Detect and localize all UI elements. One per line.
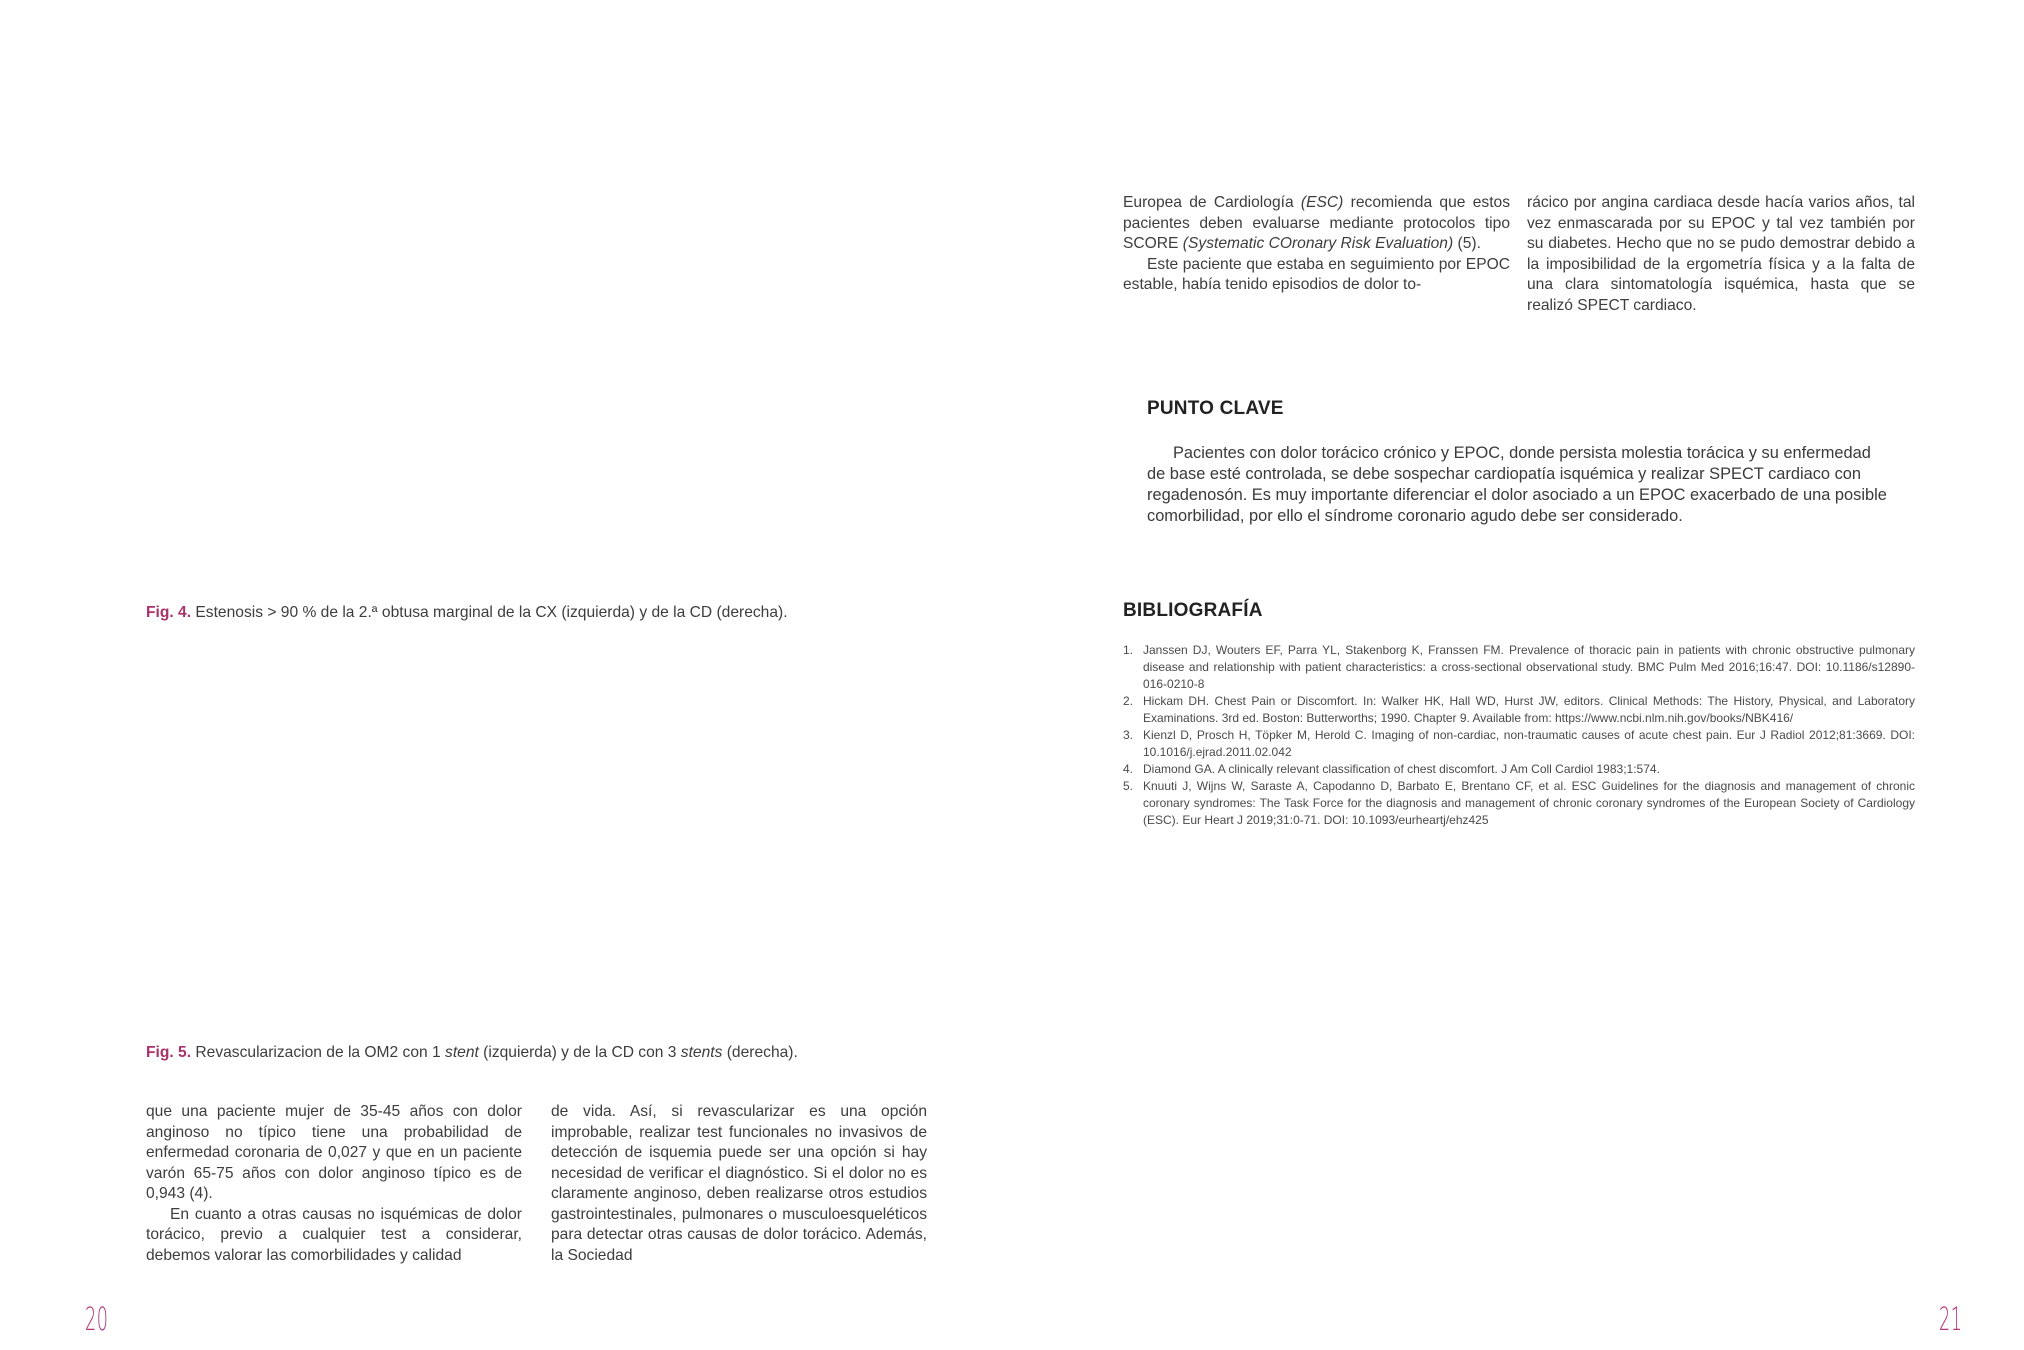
- bibliography-item: [1123, 778, 1915, 829]
- left-col2-paragraph-1: de vida. Así, si revascularizar es una opción improbable, realizar test funcionales no invasivos de detección de isquemia puede ser una opción si hay necesidad de verificar el diagnóstico. Si el dolor no es claramente anginoso, deben realizarse otros estudios gastrointestinales, pulmonares o musculoesqueléticos para detectar otras causas de dolor torácico. Además, la Sociedad: [551, 1103, 927, 1264]
- bibliography-item-text: Janssen DJ, Wouters EF, Parra YL, Stakenborg K, Franssen FM. Prevalence of thoracic pain in patients with chronic obstructive pulmonary disease and relationship with patient characteristics: a cross-sectional observational study. BMC Pulm Med 2016;16:47. DOI: 10.1186/s12890-016-0210-8: [1143, 643, 1915, 691]
- bibliography-item: [1123, 761, 1915, 778]
- fig5-label: Fig. 5.: [146, 1044, 192, 1061]
- fig5-caption-italic-a: stent: [445, 1044, 479, 1061]
- bibliography-item-text: Kienzl D, Prosch H, Töpker M, Herold C. Imaging of non-cardiac, non-traumatic causes of acute chest pain. Eur J Radiol 2012;81:3669. DOI: 10.1016/j.ejrad.2011.02.042: [1143, 728, 1915, 759]
- bibliography-item-text: Hickam DH. Chest Pain or Discomfort. In: Walker HK, Hall WD, Hurst JW, editors. Clinical Methods: The History, Physical, and Laboratory Examinations. 3rd ed. Boston: Butterworths; 1990. Chapter 9. Available from: https://www.ncbi.nlm.nih.gov/books/NBK416/: [1143, 694, 1915, 725]
- right-col1-p1-italic-a: (ESC): [1300, 194, 1344, 211]
- bibliography-item-number: 5.: [1123, 779, 1134, 793]
- bibliography-item: [1123, 693, 1915, 727]
- left-col1-paragraph-2: En cuanto a otras causas no isquémicas de dolor torácico, previo a cualquier test a considerar, debemos valorar las comorbilidades y calidad: [146, 1205, 522, 1264]
- right-col1-p1-italic-b: (Systematic COronary Risk Evaluation): [1182, 235, 1454, 252]
- bibliography-item-number: 4.: [1123, 762, 1134, 776]
- bibliography-item-text: Diamond GA. A clinically relevant classification of chest discomfort. J Am Coll Cardiol 1983;1:574.: [1143, 762, 1660, 776]
- fig5-caption-text-a: Revascularizacion de la OM2 con 1: [191, 1044, 446, 1061]
- bibliography-item-text: Knuuti J, Wijns W, Saraste A, Capodanno D, Barbato E, Brentano CF, et al. ESC Guidelines for the diagnosis and management of chronic coronary syndromes: The Task Force for the diagnosis and management of chronic coronary syndromes of the European Society of Cardiology (ESC). Eur Heart J 2019;31:0-71. DOI: 10.1093/eurheartj/ehz425: [1143, 779, 1915, 827]
- bibliography-item: [1123, 642, 1915, 693]
- right-col1-p1-b: recomienda que estos pacientes deben evaluarse mediante protocolos tipo SCORE: [1123, 194, 1510, 252]
- bibliography-heading: BIBLIOGRAFÍA: [1123, 600, 1263, 621]
- key-point-text: [1147, 443, 1892, 527]
- right-page: [1012, 0, 2024, 1350]
- fig4-caption: [146, 603, 788, 623]
- right-col1-p1-c: (5).: [1453, 235, 1481, 252]
- fig5-caption-text-c: (derecha).: [722, 1044, 798, 1061]
- bibliography-item-number: 1.: [1123, 643, 1134, 657]
- right-col1-p1-a: Europea de Cardiología: [1123, 194, 1301, 211]
- fig5-caption: [146, 1043, 798, 1063]
- page-number-left: 20: [85, 1300, 109, 1338]
- fig4-caption-text: Estenosis > 90 % de la 2.ª obtusa marginal de la CX (izquierda) y de la CD (derecha).: [191, 604, 788, 621]
- key-point-heading: PUNTO CLAVE: [1147, 398, 1284, 419]
- bibliography-item: [1123, 727, 1915, 761]
- bibliography-list: [1123, 642, 1915, 829]
- fig4-label: Fig. 4.: [146, 604, 192, 621]
- right-column-1: [1123, 193, 1510, 296]
- left-column-1: [146, 1102, 522, 1266]
- fig5-caption-text-b: (izquierda) y de la CD con 3: [478, 1044, 681, 1061]
- right-col1-paragraph-2: Este paciente que estaba en seguimiento por EPOC estable, había tenido episodios de dolor to-: [1123, 255, 1510, 293]
- bibliography-item-number: 3.: [1123, 728, 1134, 742]
- fig5-caption-italic-b: stents: [680, 1044, 723, 1061]
- bibliography-item-number: 2.: [1123, 694, 1134, 708]
- page-number-right: 21: [1939, 1300, 1963, 1338]
- key-point-paragraph: Pacientes con dolor torácico crónico y EPOC, donde persista molestia torácica y su enfermedad de base esté controlada, se debe sospechar cardiopatía isquémica y realizar SPECT cardiaco con regadenosón. Es muy importante diferenciar el dolor asociado a un EPOC exacerbado de una posible comorbilidad, por ello el síndrome coronario agudo debe ser considerado.: [1147, 444, 1887, 525]
- left-col1-paragraph-1: que una paciente mujer de 35-45 años con dolor anginoso no típico tiene una probabilidad de enfermedad coronaria de 0,027 y que en un paciente varón 65-75 años con dolor anginoso típico es de 0,943 (4).: [146, 1103, 522, 1202]
- right-col2-paragraph-1: rácico por angina cardiaca desde hacía varios años, tal vez enmascarada por su EPOC y tal vez también por su diabetes. Hecho que no se pudo demostrar debido a la imposibilidad de la ergometría física y a la falta de una clara sintomatología isquémica, hasta que se realizó SPECT cardiaco.: [1527, 194, 1915, 314]
- left-column-2: [551, 1102, 927, 1266]
- right-col1-paragraph-1: [1123, 193, 1510, 255]
- right-column-2: [1527, 193, 1915, 316]
